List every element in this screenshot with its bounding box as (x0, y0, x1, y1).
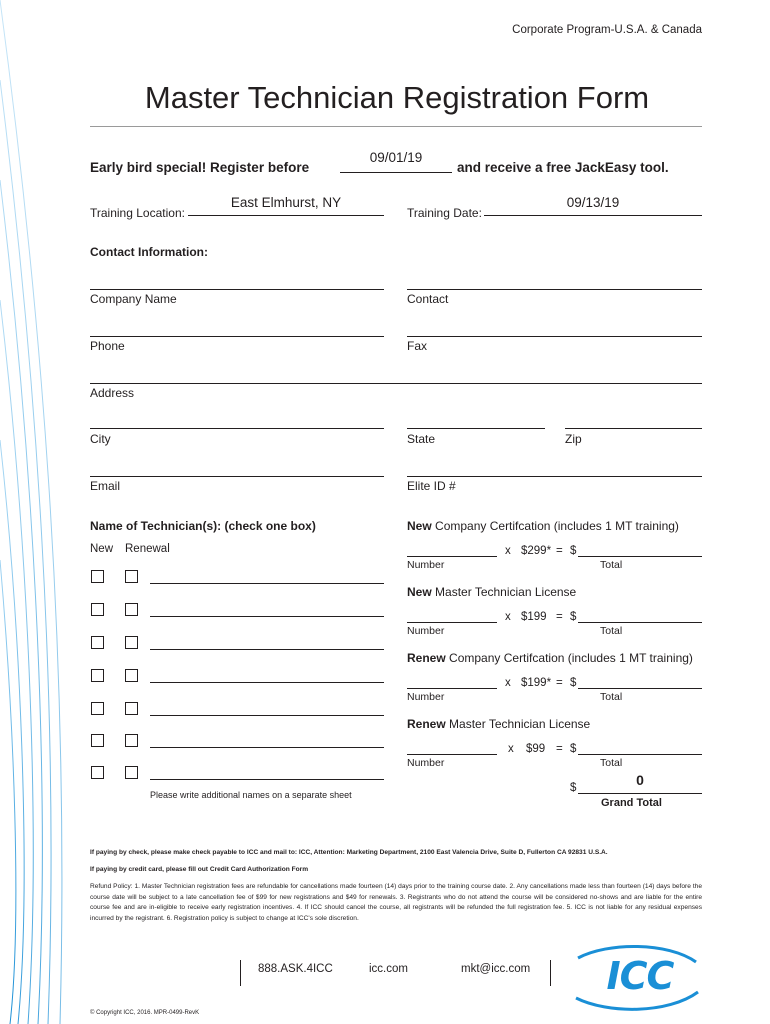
early-bird-date-line (340, 172, 452, 173)
item-3-number-label: Number (407, 691, 445, 703)
item-1-x: x (505, 545, 511, 557)
item-2-desc: Master Technician License (435, 585, 577, 599)
state-label: State (407, 432, 436, 446)
item-1-total-label: Total (600, 559, 623, 571)
item-3-kind: Renew (407, 651, 446, 665)
footer-web[interactable]: icc.com (369, 963, 408, 975)
training-location-value[interactable]: East Elmhurst, NY (230, 195, 342, 210)
item-1-number-label: Number (407, 559, 445, 571)
item-4-number-field[interactable] (407, 754, 497, 755)
item-1-title (407, 519, 679, 533)
technician-4-new-checkbox[interactable] (91, 669, 104, 682)
technician-6-new-checkbox[interactable] (91, 734, 104, 747)
item-3-total-field[interactable] (578, 688, 702, 689)
item-3-number-field[interactable] (407, 688, 497, 689)
item-1-price: $299* (521, 545, 552, 557)
technician-3-new-checkbox[interactable] (91, 636, 104, 649)
technician-4-name-field[interactable] (150, 682, 384, 683)
technician-7-renewal-checkbox[interactable] (125, 766, 138, 779)
item-1-eq: = (556, 545, 563, 557)
grand-total-label: Grand Total (601, 797, 662, 809)
item-2-eq: = (556, 611, 563, 623)
new-column-label: New (90, 543, 114, 555)
email-label: Email (90, 479, 121, 493)
item-2-total-field[interactable] (578, 622, 702, 623)
technician-5-new-checkbox[interactable] (91, 702, 104, 715)
contact-label: Contact (407, 292, 449, 306)
item-1-dollar: $ (570, 545, 577, 557)
technician-3-renewal-checkbox[interactable] (125, 636, 138, 649)
technician-4-renewal-checkbox[interactable] (125, 669, 138, 682)
item-2-title (407, 585, 576, 599)
item-2-kind: New (407, 585, 432, 599)
footer-divider-right (550, 960, 551, 986)
grand-total-value[interactable]: 0 (636, 772, 644, 788)
item-1-desc: Company Certifcation (includes 1 MT training) (435, 519, 679, 533)
technician-5-renewal-checkbox[interactable] (125, 702, 138, 715)
technicians-heading: Name of Technician(s): (check one box) (90, 519, 316, 533)
item-3-dollar: $ (570, 677, 577, 689)
item-1-total-field[interactable] (578, 556, 702, 557)
grand-total-dollar: $ (570, 782, 577, 794)
technician-1-renewal-checkbox[interactable] (125, 570, 138, 583)
item-2-number-field[interactable] (407, 622, 497, 623)
state-field[interactable] (407, 428, 545, 429)
item-4-dollar: $ (570, 743, 577, 755)
footer-phone: 888.ASK.4ICC (258, 963, 333, 975)
training-location-label: Training Location: (90, 206, 185, 220)
technician-7-name-field[interactable] (150, 779, 384, 780)
refund-policy: Refund Policy: 1. Master Technician registration fees are refundable for cancellations made fourteen (14) days prior to the training course date. 2. Any cancellations made less than fourteen (14) days before the course date will be subject to a late cancellation fee of $99 for new registrations and $49 for renewals. 3. Registrants who do not attend the course will be considered no-shows and are liable for the entire course fee and are in-eligible to receive early registration incentives. 4. If ICC should cancel the course, all registrants will be refunded the full registration fee. 5. ICC is not liable for any residual expenses incurred by the registrant. 6. Registration policy is subject to change at ICC's sole discretion. (90, 883, 702, 922)
technician-5-name-field[interactable] (150, 715, 384, 716)
item-1-kind: New (407, 519, 432, 533)
icc-logo (568, 940, 706, 1014)
city-label: City (90, 432, 111, 446)
decorative-swoosh (0, 0, 80, 1024)
item-2-x: x (505, 611, 511, 623)
item-4-total-field[interactable] (578, 754, 702, 755)
elite-id-label: Elite ID # (407, 479, 456, 493)
icc-logo-text: ICC (606, 954, 674, 998)
technician-7-new-checkbox[interactable] (91, 766, 104, 779)
item-4-kind: Renew (407, 717, 446, 731)
item-3-total-label: Total (600, 691, 623, 703)
renewal-column-label: Renewal (125, 543, 170, 555)
technician-2-name-field[interactable] (150, 616, 384, 617)
grand-total-line (578, 793, 702, 794)
item-2-number-label: Number (407, 625, 445, 637)
technician-6-name-field[interactable] (150, 747, 384, 748)
city-field[interactable] (90, 428, 384, 429)
title-rule (90, 126, 702, 127)
phone-label: Phone (90, 339, 125, 353)
technician-1-new-checkbox[interactable] (91, 570, 104, 583)
item-4-price: $99 (526, 743, 546, 755)
company-name-label: Company Name (90, 292, 177, 306)
item-2-dollar: $ (570, 611, 577, 623)
item-2-total-label: Total (600, 625, 623, 637)
zip-field[interactable] (565, 428, 702, 429)
training-date-line (484, 215, 702, 216)
early-bird-date[interactable]: 09/01/19 (369, 150, 423, 165)
training-location-line (188, 215, 384, 216)
technician-1-name-field[interactable] (150, 583, 384, 584)
item-3-eq: = (556, 677, 563, 689)
early-bird-suffix: and receive a free JackEasy tool. (457, 160, 669, 175)
additional-names-note: Please write additional names on a separate sheet (150, 790, 352, 800)
phone-field[interactable] (90, 336, 384, 337)
footer-email[interactable]: mkt@icc.com (461, 963, 531, 975)
page-title: Master Technician Registration Form (144, 80, 650, 115)
item-4-total-label: Total (600, 757, 623, 769)
company-name-field[interactable] (90, 289, 384, 290)
fax-field[interactable] (407, 336, 702, 337)
contact-field[interactable] (407, 289, 702, 290)
item-4-eq: = (556, 743, 563, 755)
item-3-price: $199* (521, 677, 552, 689)
program-label: Corporate Program-U.S.A. & Canada (512, 24, 702, 36)
item-4-desc: Master Technician License (449, 717, 591, 731)
training-date-value[interactable]: 09/13/19 (566, 195, 620, 210)
item-4-title (407, 717, 590, 731)
early-bird-prefix: Early bird special! Register before (90, 160, 310, 175)
training-date-label: Training Date: (407, 206, 482, 220)
contact-heading: Contact Information: (90, 245, 208, 259)
item-3-x: x (505, 677, 511, 689)
item-1-number-field[interactable] (407, 556, 497, 557)
technician-6-renewal-checkbox[interactable] (125, 734, 138, 747)
technician-2-renewal-checkbox[interactable] (125, 603, 138, 616)
copyright: © Copyright ICC, 2016. MPR-0499-RevK (90, 1010, 200, 1016)
zip-label: Zip (565, 432, 582, 446)
card-payment-note: If paying by credit card, please fill out Credit Card Authorization Form (90, 866, 309, 873)
technician-2-new-checkbox[interactable] (91, 603, 104, 616)
footer-divider-left (240, 960, 241, 986)
address-label: Address (90, 386, 135, 400)
elite-id-field[interactable] (407, 476, 702, 477)
technician-3-name-field[interactable] (150, 649, 384, 650)
check-payment-note: If paying by check, please make check payable to ICC and mail to: ICC, Attention: Marketing Department, 2100 East Valencia Drive, Suite D, Fullerton CA 92831 U.S.A. (90, 849, 608, 856)
item-2-price: $199 (521, 611, 547, 623)
item-4-number-label: Number (407, 757, 445, 769)
item-4-x: x (508, 743, 514, 755)
item-3-title (407, 651, 693, 665)
fax-label: Fax (407, 339, 428, 353)
email-field[interactable] (90, 476, 384, 477)
address-field[interactable] (90, 383, 702, 384)
item-3-desc: Company Certifcation (includes 1 MT training) (449, 651, 693, 665)
